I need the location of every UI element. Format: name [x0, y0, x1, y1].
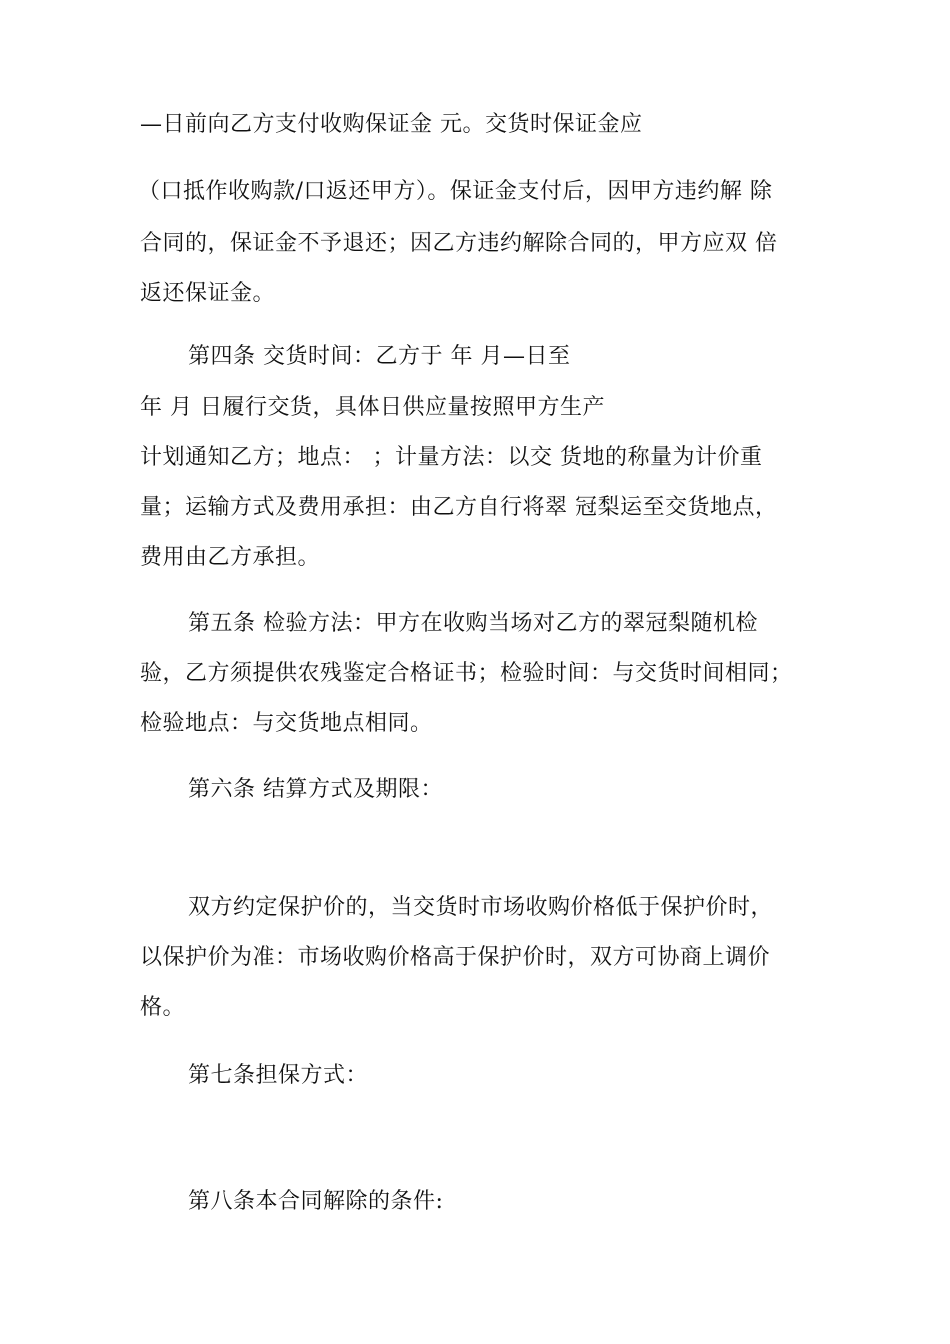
- paragraph-line: 检验地点：与交货地点相同。: [140, 711, 433, 736]
- article-7-heading: 第七条担保方式：: [188, 1063, 369, 1088]
- paragraph-line: 以保护价为准：市场收购价格高于保护价时，双方可协商上调价: [140, 945, 771, 970]
- paragraph-line: 返还保证金。: [140, 281, 276, 306]
- paragraph-line: —日前向乙方支付收购保证金 元。交货时保证金应: [140, 112, 643, 137]
- paragraph-line: 双方约定保护价的，当交货时市场收购价格低于保护价时，: [188, 895, 774, 920]
- paragraph-line: 量；运输方式及费用承担：由乙方自行将翠 冠梨运至交货地点，: [140, 495, 778, 520]
- paragraph-line: （口抵作收购款/口返还甲方）。保证金支付后，因甲方违约解 除: [138, 179, 773, 204]
- article-8-heading: 第八条本合同解除的条件:: [188, 1189, 444, 1214]
- paragraph-line: 费用由乙方承担。: [140, 545, 321, 570]
- paragraph-line: 验，乙方须提供农残鉴定合格证书；检验时间：与交货时间相同；: [140, 661, 793, 686]
- article-6-heading: 第六条 结算方式及期限：: [188, 777, 443, 802]
- paragraph-line: 合同的，保证金不予退还；因乙方违约解除合同的，甲方应双 倍: [140, 231, 778, 256]
- paragraph-line: 计划通知乙方；地点： ；计量方法：以交 货地的称量为计价重: [140, 445, 763, 470]
- article-4-heading-line: 第四条 交货时间：乙方于 年 月—日至: [188, 344, 571, 369]
- paragraph-line: 格。: [140, 995, 186, 1020]
- paragraph-line: 年 月 日履行交货，具体日供应量按照甲方生产: [140, 395, 605, 420]
- article-5-heading-line: 第五条 检验方法：甲方在收购当场对乙方的翠冠梨随机检: [188, 611, 758, 636]
